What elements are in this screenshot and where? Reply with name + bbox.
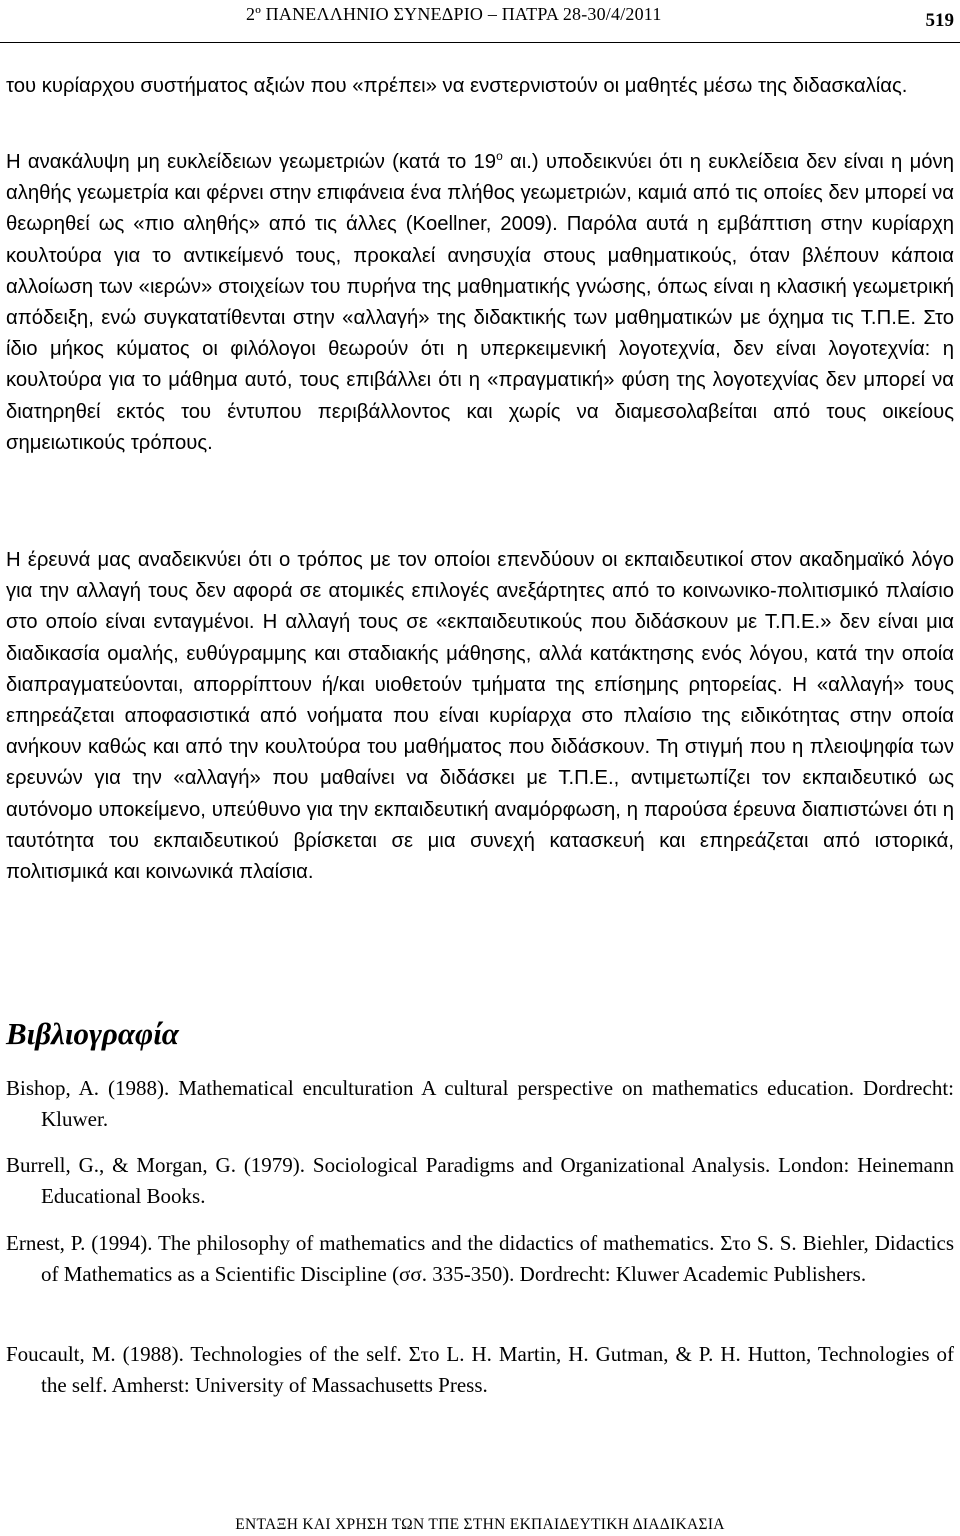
century-superscript: ο (496, 149, 503, 164)
reference-entry: Bishop, A. (1988). Mathematical enculturation A cultural perspective on mathematics education. Dordrecht: Kluwer. (6, 1076, 954, 1132)
page-footer: ΕΝΤΑΞΗ ΚΑΙ ΧΡΗΣΗ ΤΩΝ ΤΠΕ ΣΤΗΝ ΕΚΠΑΙΔΕΥΤΙΚΗ ΔΙΑΔΙΚΑΣΙΑ (235, 1516, 725, 1533)
reference-entry: Foucault, M. (1988). Technologies of the self. Στο L. H. Martin, H. Gutman, & P. H. Hutton, Technologies of the self. Amherst: University of Massachusetts Press. (6, 1342, 954, 1398)
paragraph-continuation: του κυρίαρχου συστήματος αξιών που «πρέπει» να ενστερνιστούν οι μαθητές μέσω της διδασκαλίας. (6, 75, 908, 97)
paragraph-text-rest: αι.) υποδεικνύει ότι η ευκλείδεια δεν είναι η μόνη αληθής γεωμετρία και φέρνει στην επιφάνεια ένα πλήθος γεωμετριών, καμιά από τις οποίες δεν μπορεί να θεωρηθεί ως «πιο αληθής» από τις άλλες (Koellner, 2009). Παρόλα αυτά η εμβάπτιση στην κυρίαρχη κουλτούρα για το αντικείμενό τους, προκαλεί ανησυχία στους μαθηματικούς, όταν βλέπουν κάποια αλλοίωση των «ιερών» στοιχείων του πυρήνα της μαθηματικής γνώσης, όπως είναι η κλασική γεωμετρική απόδειξη, ενώ συγκατατίθενται στην «αλλαγή» της διδακτικής των μαθηματικών με όχημα τις Τ.Π.Ε. Στο ίδιο μήκος κύματος οι φιλόλογοι θεωρούν ότι η υπερκειμενική λογοτεχνία, δεν είναι λογοτεχνία: η κουλτούρα για το μάθημα αυτό, τους επιβάλλει ότι η «πραγματική» φύση της λογοτεχνίας δεν μπορεί να διατηρηθεί εκτός του έντυπου περιβάλλοντος και χωρίς να διαμεσολαβείται από τους οικείους σημειωτικούς τρόπους. (6, 151, 954, 454)
reference-entry: Burrell, G., & Morgan, G. (1979). Sociological Paradigms and Organizational Analysis. London: Heinemann Educational Books. (6, 1153, 954, 1209)
page-header (0, 4, 960, 40)
bibliography-heading: Βιβλιογραφία (6, 1016, 179, 1051)
header-divider (0, 42, 960, 43)
page-number: 519 (925, 10, 954, 31)
conference-title: 2º ΠΑΝΕΛΛΗΝΙΟ ΣΥΝΕΔΡΙΟ – ΠΑΤΡΑ 28-30/4/2011 (246, 4, 662, 24)
paragraph-non-euclidean (6, 147, 954, 459)
paragraph-text-start: Η ανακάλυψη μη ευκλείδειων γεωμετριών (κατά το 19 (6, 151, 497, 173)
paragraph-research-findings: Η έρευνά μας αναδεικνύει ότι ο τρόπος με τον οποίοι επενδύουν οι εκπαιδευτικοί στον ακαδημαϊκό λόγο για την αλλαγή τους δεν αφορά σε ατομικές επιλογές ανεξάρτητες από το κοινωνικο-πολιτισμικό πλαίσιο στο οποίο είναι ενταγμένοι. Η αλλαγή τους σε «εκπαιδευτικούς που διδάσκουν με Τ.Π.Ε.» δεν είναι μια διαδικασία ομαλής, ευθύγραμμης και σταδιακής μάθησης, αλλά κατάκτησης ενός λόγου, κατά την οποία διαπραγματεύονται, απορρίπτουν ή/και υιοθετούν τμήματα της επίσημης ρητορείας. Η «αλλαγή» τους επηρεάζεται αποφασιστικά από νοήματα που είναι κυρίαρχα στο πλαίσιο της ειδικότητας στην οποία ανήκουν καθώς και από την κουλτούρα του μαθήματος που διδάσκουν. Τη στιγμή που η πλειοψηφία των ερευνών για την «αλλαγή» που μαθαίνει να διδάσκει με Τ.Π.Ε., αντιμετωπίζει τον εκπαιδευτικό ως αυτόνομο υποκείμενο, υπεύθυνο για την εκπαιδευτική αναμόρφωση, η παρούσα έρευνα διαπιστώνει ότι η ταυτότητα του εκπαιδευτικού βρίσκεται σε μια συνεχή κατασκευή και επηρεάζεται από ιστορικά, πολιτισμικά και κοινωνικά πλαίσια. (6, 549, 954, 884)
reference-entry: Ernest, P. (1994). The philosophy of mathematics and the didactics of mathematics. Στο S. S. Biehler, Didactics of Mathematics as a Scientific Discipline (σσ. 335-350). Dordrecht: Kluwer Academic Publishers. (6, 1231, 954, 1287)
